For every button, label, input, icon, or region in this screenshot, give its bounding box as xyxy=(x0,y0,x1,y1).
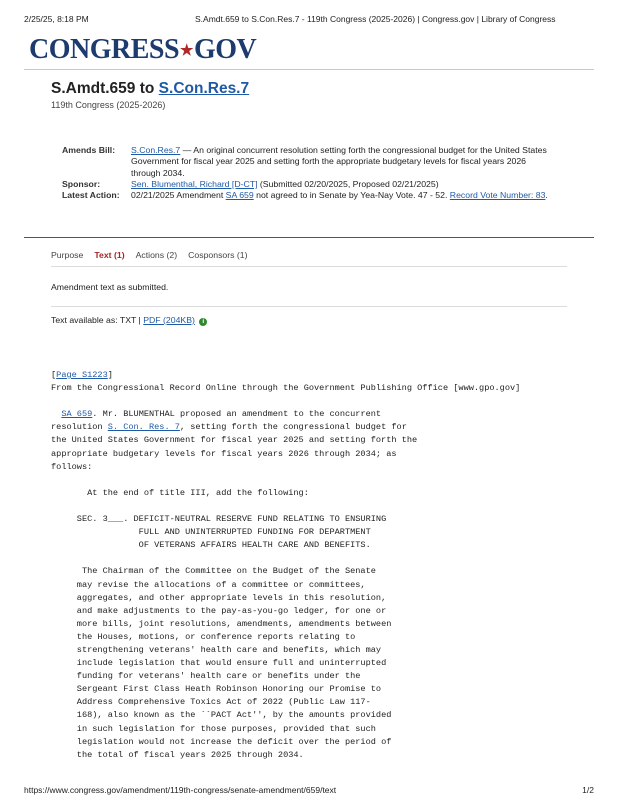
latest-action-end: . xyxy=(545,190,548,201)
scr-7-text-link[interactable]: S. Con. Res. 7 xyxy=(107,422,180,433)
tab-actions[interactable]: Actions (2) xyxy=(135,250,178,260)
overview-divider xyxy=(24,237,594,238)
body-line: 168), also known as the ``PACT Act'', by the amounts provided xyxy=(76,710,392,721)
page-title xyxy=(51,80,249,98)
p1-line4: appropriate budgetary levels for fiscal years 2026 through 2034; as xyxy=(51,448,397,459)
formats-available xyxy=(51,315,207,326)
print-page-title: S.Amdt.659 to S.Con.Res.7 - 119th Congress (2025-2026) | Congress.gov | Library of Congress xyxy=(195,14,556,24)
amends-bill-value xyxy=(131,145,550,179)
body-line: strengthening veterans' health care and benefits, which may xyxy=(76,644,382,655)
header-divider xyxy=(24,69,594,70)
overview-table xyxy=(62,145,550,201)
pdf-link[interactable]: PDF (204KB) xyxy=(143,315,195,325)
body-line: more bills, joint resolutions, amendments, amendments between xyxy=(76,618,392,629)
tab-cosponsors[interactable]: Cosponsors (1) xyxy=(188,250,248,260)
sponsor-text: (Submitted 02/20/2025, Proposed 02/21/2025) xyxy=(257,178,439,189)
sponsor-value xyxy=(131,179,550,190)
star-icon: ★ xyxy=(180,43,193,59)
p1-after-sa: . Mr. BLUMENTHAL proposed an amendment to the concurrent xyxy=(92,409,382,420)
p2: At the end of title III, add the following: xyxy=(87,487,309,498)
body-line: the Houses, motions, or conference reports relating to xyxy=(76,631,356,642)
print-datetime: 2/25/25, 8:18 PM xyxy=(24,14,89,24)
amends-bill-label: Amends Bill: xyxy=(62,145,116,155)
sponsor-label: Sponsor: xyxy=(62,178,101,189)
p1-resolution: resolution xyxy=(51,422,108,433)
body-line: aggregates, and other appropriate levels in this resolution, xyxy=(76,592,387,603)
body-line: funding for veterans' health care or benefits under the xyxy=(76,671,361,682)
tabs-divider xyxy=(51,266,567,267)
latest-action-pre: 02/21/2025 Amendment xyxy=(131,190,226,201)
page-s1223-link[interactable]: Page S1223 xyxy=(56,370,108,380)
congress-session: 119th Congress (2025-2026) xyxy=(51,100,166,110)
logo-text-left: CONGRESS xyxy=(29,34,180,65)
body-line: Address Comprehensive Toxics Act of 2022 (Public Law 117- xyxy=(76,697,371,708)
sponsor-row xyxy=(62,179,550,190)
title-bill-link[interactable]: S.Con.Res.7 xyxy=(158,80,250,97)
sponsor-link[interactable]: Sen. Blumenthal, Richard [D-CT] xyxy=(131,178,258,189)
section-line-1: SEC. 3___. DEFICIT-NEUTRAL RESERVE FUND RELATING TO ENSURING xyxy=(76,514,387,525)
body-line: and make adjustments to the pay-as-you-go ledger, for one or xyxy=(76,605,387,616)
section-line-2: FULL AND UNINTERRUPTED FUNDING FOR DEPARTMENT xyxy=(138,527,371,538)
title-prefix: S.Amdt.659 to xyxy=(51,80,159,97)
info-icon[interactable]: i xyxy=(199,318,207,326)
source-line: From the Congressional Record Online through the Government Publishing Office [www.gpo.gov] xyxy=(51,383,521,394)
record-vote-link[interactable]: Record Vote Number: 83 xyxy=(449,190,546,201)
tab-bar xyxy=(51,250,248,260)
subtitle-divider xyxy=(51,306,567,307)
text-version-subtitle: Amendment text as submitted. xyxy=(51,282,169,292)
print-url: https://www.congress.gov/amendment/119th-congress/senate-amendment/659/text xyxy=(24,785,337,795)
amends-bill-row xyxy=(62,145,550,179)
sa-659-text-link[interactable]: SA 659 xyxy=(61,409,93,420)
body-line: in such legislation for those purposes, provided that such xyxy=(76,723,376,734)
amends-bill-link[interactable]: S.Con.Res.7 xyxy=(131,145,181,155)
p1-line3: the United States Government for fiscal year 2025 and setting forth the xyxy=(51,435,418,446)
logo-text-right: GOV xyxy=(194,34,257,65)
p1-line5: follows: xyxy=(51,461,93,472)
latest-action-row xyxy=(62,190,550,201)
body-line: legislation would not increase the deficit over the period of xyxy=(76,736,392,747)
body-line: The Chairman of the Committee on the Budget of the Senate xyxy=(81,566,376,577)
congress-gov-logo[interactable] xyxy=(29,34,256,66)
formats-prefix: Text available as: TXT | xyxy=(51,315,144,325)
tab-purpose[interactable]: Purpose xyxy=(51,250,84,260)
latest-action-label: Latest Action: xyxy=(62,190,120,201)
section-line-3: OF VETERANS AFFAIRS HEALTH CARE AND BENEFITS. xyxy=(138,540,371,551)
body-line: include legislation that would ensure full and uninterrupted xyxy=(76,658,387,669)
latest-action-value xyxy=(131,190,550,201)
body-line: Sergeant First Class Heath Robinson Honoring our Promise to xyxy=(76,684,382,695)
amends-bill-text: — An original concurrent resolution setting forth the congressional budget for the United States Government for fiscal year 2025 and setting forth the appropriate budgetary levels for fiscal years 2026 through 2034. xyxy=(131,145,547,178)
amendment-text: [Page S1223] From the Congressional Record Online through the Government Publishing Office [www.gpo.gov] SA 659. Mr. BLUMENTHAL proposed an amendment to the concurrent resolution S. Con. Res. 7, setting forth the congressional budget for the United States Government for fiscal year 2025 and setting forth the appropriate budgetary levels for fiscal years 2026 through 2034; as follows: At the end of title III, add the following: SEC. 3___. DEFICIT-NEUTRAL RESERVE FUND RELATING TO ENSURING FULL AND UNINTERRUPTED FUNDING FOR DEPARTMENT OF VETERANS AFFAIRS HEALTH CARE AND BENEFITS. The Chairman of the Committee on the Budget of the Senate may revise the allocations of a committee or committees, aggregates, and other appropriate levels in this resolution, and make adjustments to the pay-as-you-go ledger, for one or more bills, joint resolutions, amendments, amendments between the Houses, motions, or conference reports relating to strengthening veterans' health care and benefits, which may include legislation that would ensure full and uninterrupted funding for veterans' health care or benefits under the Sergeant First Class Heath Robinson Honoring our Promise to Address Comprehensive Toxics Act of 2022 (Public Law 117- 168), also known as the ``PACT Act'', by the amounts provided in such legislation for those purposes, provided that such legislation would not increase the deficit over the period of the total of fiscal years 2025 through 2034. xyxy=(51,370,521,760)
print-page-count: 1/2 xyxy=(582,785,594,795)
p1-line2-rest: , setting forth the congressional budget for xyxy=(179,422,407,433)
sa-659-link[interactable]: SA 659 xyxy=(225,190,254,201)
body-line: the total of fiscal years 2025 through 2034. xyxy=(76,749,304,760)
body-line: may revise the allocations of a committee or committees, xyxy=(76,579,366,590)
tab-text[interactable]: Text (1) xyxy=(94,250,125,260)
latest-action-mid: not agreed to in Senate by Yea-Nay Vote. 47 - 52. xyxy=(253,190,450,201)
